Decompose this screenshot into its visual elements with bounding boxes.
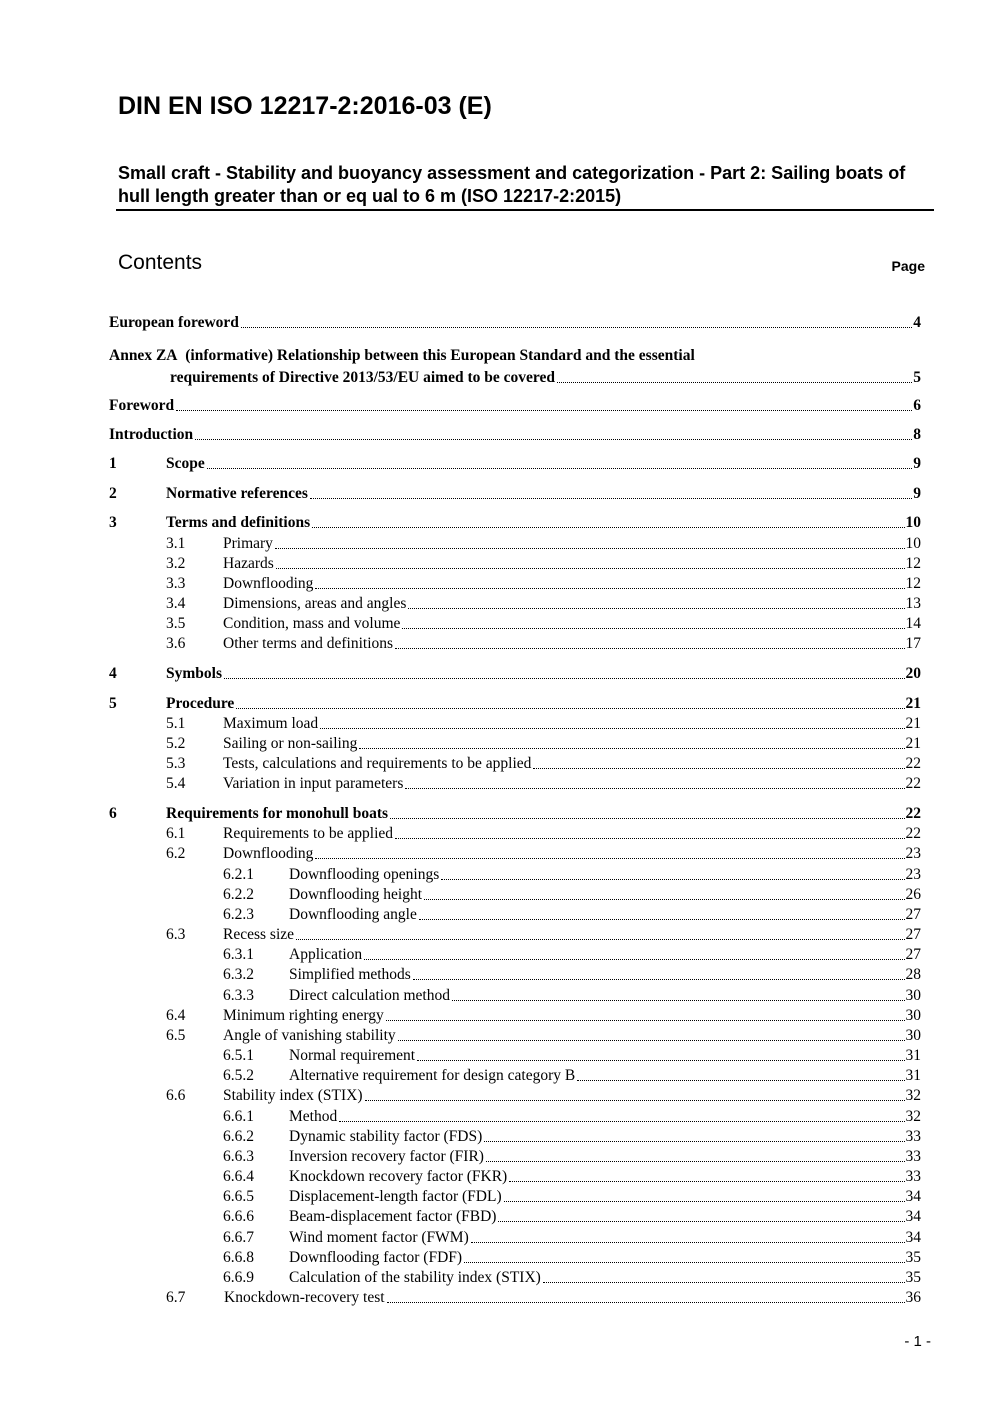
toc-entry[interactable] [109,425,921,445]
toc-entry-page: 33 [905,1128,921,1145]
toc-entry-page: 12 [905,575,921,592]
toc-entry-title: Wind moment factor (FWM) [289,1229,469,1246]
toc-entry-title: Tests, calculations and requirements to be applied [223,755,532,772]
toc-leader [387,1302,905,1303]
annex-title-line-1: (informative) Relationship between this European Standard and the essential [185,347,695,364]
toc-entry-page: 20 [905,665,921,682]
toc-entry-title: Knockdown recovery factor (FKR) [289,1168,508,1185]
toc-entry[interactable] [289,1127,921,1147]
toc-entry-title: Dimensions, areas and angles [223,595,407,612]
toc-entry-page: 5 [913,369,921,386]
toc-entry-number: 6.6 [166,1087,186,1104]
toc-entry-title: Downflooding openings [289,866,440,883]
toc-entry-page: 34 [905,1188,921,1205]
toc-entry-page: 26 [905,886,921,903]
toc-leader [405,788,904,789]
toc-leader [365,1100,905,1101]
toc-entry-number: 6.3.3 [223,987,254,1004]
toc-entry-page: 34 [905,1229,921,1246]
toc-leader [398,1040,905,1041]
toc-entry[interactable] [109,396,921,416]
toc-entry-title: Downflooding height [289,886,423,903]
toc-entry-number: 6.6.8 [223,1249,254,1266]
toc-entry-title: Beam-displacement factor (FBD) [289,1208,497,1225]
toc-entry-number: 6.6.6 [223,1208,254,1225]
toc-entry-page: 21 [905,715,921,732]
toc-leader [471,1242,905,1243]
document-subtitle: Small craft - Stability and buoyancy assessment and categorization - Part 2: Sailing boats of hull length greater than or eq ual to 6 m (ISO 12217-2:2015) [118,163,906,206]
toc-entry-number: 6.3.1 [223,946,254,963]
toc-entry[interactable] [223,574,921,594]
annex-label: Annex ZA [109,347,178,364]
title-rule [116,209,934,211]
toc-leader [417,1060,904,1061]
toc-entry[interactable] [289,1187,921,1207]
toc-entry-number: 6.1 [166,825,186,842]
toc-entry-number: 5.1 [166,715,186,732]
toc-entry-page: 31 [905,1067,921,1084]
toc-leader [390,818,904,819]
page-number: - 1 - [904,1333,931,1350]
toc-entry-number: 6.2 [166,845,186,862]
toc-entry-title: Scope [166,455,205,472]
toc-leader [577,1080,904,1081]
toc-entry-page: 13 [905,595,921,612]
toc-entry-number: 2 [109,485,117,502]
toc-entry-title: Knockdown-recovery test [224,1289,385,1306]
toc-entry[interactable] [289,885,921,905]
toc-leader [509,1181,904,1182]
page-column-label: Page [891,258,925,274]
toc-entry-page: 35 [905,1269,921,1286]
toc-entry-page: 34 [905,1208,921,1225]
toc-entry-title: Other terms and definitions [223,635,394,652]
toc-entry[interactable] [223,925,921,945]
toc-leader [195,439,912,440]
toc-entry-number: 6.7 [166,1289,186,1306]
toc-entry[interactable] [223,614,921,634]
toc-entry-title: Downflooding angle [289,906,417,923]
toc-entry-title: Primary [223,535,273,552]
toc-entry-number: 3.4 [166,595,186,612]
toc-leader [312,527,904,528]
toc-entry-title: Downflooding [223,575,314,592]
toc-entry-title: Terms and definitions [166,514,311,531]
toc-entry-page: 21 [905,695,921,712]
toc-entry-number: 6.2.1 [223,866,254,883]
toc-entry-title: Recess size [223,926,295,943]
toc-leader [504,1201,905,1202]
toc-leader [498,1221,904,1222]
contents-heading: Contents [118,251,203,274]
toc-entry-title: Procedure [166,695,235,712]
toc-leader [395,648,904,649]
toc-leader [315,588,904,589]
toc-entry-title: Application [289,946,363,963]
toc-entry[interactable] [223,714,921,734]
toc-entry-title: Foreword [109,397,175,414]
toc-entry-number: 5.3 [166,755,186,772]
toc-leader [395,838,904,839]
toc-entry[interactable] [289,1268,921,1288]
toc-leader [419,919,905,920]
toc-entry-title: Requirements to be applied [223,825,394,842]
toc-entry[interactable] [223,754,921,774]
toc-entry[interactable] [223,734,921,754]
toc-entry-number: 3.3 [166,575,186,592]
toc-entry-title: Angle of vanishing stability [223,1027,396,1044]
toc-leader [452,1000,905,1001]
toc-entry[interactable] [289,1107,921,1127]
toc-leader [413,979,905,980]
toc-entry-number: 6.2.2 [223,886,254,903]
toc-leader [241,327,912,328]
toc-entry[interactable] [289,1147,921,1167]
toc-entry-title: Downflooding [223,845,314,862]
toc-entry-title: Dynamic stability factor (FDS) [289,1128,483,1145]
toc-entry[interactable] [289,905,921,925]
toc-leader [533,768,904,769]
toc-leader [339,1121,904,1122]
toc-entry-number: 6.3 [166,926,186,943]
toc-entry[interactable] [223,824,921,844]
toc-leader [236,708,904,709]
toc-entry[interactable] [289,1228,921,1248]
toc-entry-title: Introduction [109,426,194,443]
toc-entry-page: 30 [905,987,921,1004]
toc-entry[interactable] [223,1006,921,1026]
toc-leader [441,879,904,880]
toc-entry-number: 6.6.9 [223,1269,254,1286]
toc-entry-title: Minimum righting energy [223,1007,384,1024]
annex-title-line-2: requirements of Directive 2013/53/EU aimed to be covered [170,369,555,386]
toc-entry-page: 30 [905,1007,921,1024]
toc-entry-title: Condition, mass and volume [223,615,401,632]
toc-entry[interactable] [289,1207,921,1227]
toc-entry-page: 33 [905,1168,921,1185]
toc-entry-title: Requirements for monohull boats [166,805,389,822]
toc-entry-title: Stability index (STIX) [223,1087,363,1104]
toc-entry-page: 35 [905,1249,921,1266]
toc-entry-number: 6.6.3 [223,1148,254,1165]
toc-entry-page: 32 [905,1108,921,1125]
toc-entry[interactable] [224,1288,921,1308]
toc-entry-number: 3.5 [166,615,186,632]
toc-entry-title: European foreword [109,314,239,331]
toc-entry[interactable] [166,454,921,474]
toc-leader [315,858,904,859]
toc-entry-page: 4 [913,314,921,331]
toc-leader [359,748,904,749]
toc-entry-number: 3 [109,514,117,531]
toc-entry[interactable] [289,945,921,965]
toc-entry[interactable] [223,634,921,654]
toc-entry[interactable] [166,804,921,824]
toc-entry-number: 6.6.7 [223,1229,254,1246]
toc-entry[interactable] [223,554,921,574]
toc-entry-page: 23 [905,866,921,883]
toc-entry-title: Method [289,1108,338,1125]
toc-entry[interactable] [289,865,921,885]
toc-entry-page: 17 [905,635,921,652]
toc-entry-page: 31 [905,1047,921,1064]
toc-entry-title: Simplified methods [289,966,411,983]
toc-entry[interactable] [166,484,921,504]
toc-entry-page: 10 [905,514,921,531]
toc-entry-number: 1 [109,455,117,472]
toc-entry-number: 6.6.1 [223,1108,254,1125]
toc-entry-page: 22 [905,775,921,792]
toc-entry[interactable] [289,1066,921,1086]
toc-leader [464,1262,904,1263]
toc-entry[interactable] [289,1046,921,1066]
toc-entry-title: Symbols [166,665,222,682]
toc-entry-number: 6.5.2 [223,1067,254,1084]
toc-leader [486,1161,905,1162]
toc-entry-title: Direct calculation method [289,987,450,1004]
toc-entry[interactable] [223,594,921,614]
toc-entry-page: 22 [905,755,921,772]
toc-entry-page: 33 [905,1148,921,1165]
toc-entry-number: 5.2 [166,735,186,752]
toc-entry-page: 9 [913,485,921,502]
toc-entry-page: 32 [905,1087,921,1104]
toc-leader [275,548,905,549]
toc-entry-number: 6.2.3 [223,906,254,923]
toc-entry-number: 6.5.1 [223,1047,254,1064]
toc-entry-number: 4 [109,665,117,682]
toc-entry-title: Sailing or non-sailing [223,735,358,752]
toc-entry[interactable] [289,965,921,985]
toc-entry-page: 14 [905,615,921,632]
toc-leader [424,899,904,900]
toc-entry[interactable] [223,1026,921,1046]
toc-entry-number: 3.6 [166,635,186,652]
toc-entry[interactable] [170,368,921,388]
toc-entry[interactable] [166,664,921,684]
toc-leader [320,728,904,729]
document-id: DIN EN ISO 12217-2:2016-03 (E) [118,92,492,120]
toc-entry[interactable] [289,1167,921,1187]
toc-entry-title: Variation in input parameters [223,775,404,792]
toc-entry[interactable] [223,534,921,554]
toc-leader [484,1141,904,1142]
toc-leader [364,959,904,960]
toc-entry-title: Downflooding factor (FDF) [289,1249,463,1266]
toc-leader [296,939,904,940]
toc-entry-page: 8 [913,426,921,443]
toc-entry-title: Displacement-length factor (FDL) [289,1188,502,1205]
toc-entry-title: Calculation of the stability index (STIX) [289,1269,541,1286]
toc-entry-annex[interactable] [109,346,695,366]
toc-entry[interactable] [109,313,921,333]
toc-leader [557,382,912,383]
toc-entry-page: 27 [905,926,921,943]
toc-entry-page: 28 [905,966,921,983]
toc-entry-page: 21 [905,735,921,752]
toc-entry-number: 6.5 [166,1027,186,1044]
toc-entry-page: 10 [905,535,921,552]
toc-entry-number: 5.4 [166,775,186,792]
toc-entry-page: 22 [905,805,921,822]
toc-entry[interactable] [223,1086,921,1106]
toc-leader [408,608,904,609]
toc-entry-title: Alternative requirement for design category B [289,1067,576,1084]
toc-entry-title: Normal requirement [289,1047,416,1064]
toc-entry-number: 6.3.2 [223,966,254,983]
toc-leader [207,468,913,469]
toc-leader [276,568,905,569]
toc-entry-number: 6.6.5 [223,1188,254,1205]
toc-entry-title: Maximum load [223,715,319,732]
toc-entry[interactable] [223,844,921,864]
toc-entry[interactable] [223,774,921,794]
toc-entry-page: 27 [905,906,921,923]
toc-entry-page: 22 [905,825,921,842]
toc-entry-page: 30 [905,1027,921,1044]
toc-leader [386,1020,905,1021]
toc-entry[interactable] [289,986,921,1006]
toc-leader [402,628,904,629]
toc-leader [224,678,905,679]
toc-entry-page: 23 [905,845,921,862]
toc-entry-number: 6.4 [166,1007,186,1024]
toc-entry[interactable] [289,1248,921,1268]
toc-entry-number: 6 [109,805,117,822]
toc-entry-number: 5 [109,695,117,712]
toc-entry-number: 3.2 [166,555,186,572]
toc-entry-number: 6.6.2 [223,1128,254,1145]
toc-entry-title: Normative references [166,485,308,502]
toc-entry-page: 36 [905,1289,921,1306]
toc-entry-page: 6 [913,397,921,414]
toc-entry-page: 27 [905,946,921,963]
toc-entry-title: Hazards [223,555,274,572]
toc-leader [543,1282,905,1283]
toc-entry-number: 6.6.4 [223,1168,254,1185]
toc-entry[interactable] [166,513,921,533]
toc-entry[interactable] [166,694,921,714]
toc-entry-page: 9 [913,455,921,472]
toc-entry-title: Inversion recovery factor (FIR) [289,1148,484,1165]
toc-entry-number: 3.1 [166,535,186,552]
toc-leader [310,498,912,499]
toc-entry-page: 12 [905,555,921,572]
toc-leader [176,410,912,411]
